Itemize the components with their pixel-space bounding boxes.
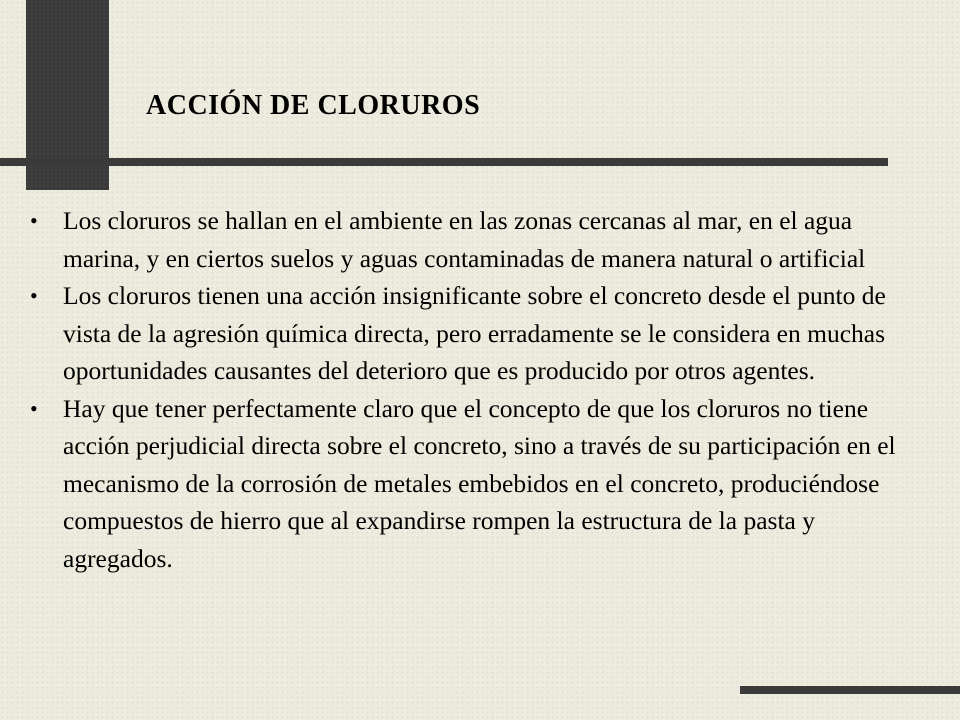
bullet-item	[30, 202, 925, 277]
decorative-corner-rule	[740, 686, 960, 694]
bullet-item	[30, 277, 925, 390]
slide-title: ACCIÓN DE CLORUROS	[146, 90, 481, 121]
bullet-item	[30, 390, 925, 578]
bullet-text: Los cloruros tienen una acción insignificante sobre el concreto desde el punto de vista de la agresión química directa, pero erradamente se le considera en muchas oportunidades causantes del deterioro que es producido por otros agentes.	[63, 281, 886, 385]
bullet-text: Los cloruros se hallan en el ambiente en las zonas cercanas al mar, en el agua marina, y en ciertos suelos y aguas contaminadas de manera natural o artificial	[63, 206, 866, 273]
bullet-dot-icon: •	[30, 283, 38, 308]
decorative-horizontal-rule	[0, 158, 888, 166]
bullet-dot-icon: •	[30, 395, 38, 421]
bullet-dot-icon: •	[30, 208, 38, 233]
bullet-list	[30, 202, 925, 577]
bullet-text: Hay que tener perfectamente claro que el concepto de que los cloruros no tiene acción perjudicial directa sobre el concreto, sino a través de su participación en el mecanismo de la corrosión de metales embebidos en el concreto, produciéndose compuestos de hierro que al expandirse rompen la estructura de la pasta y agregados.	[63, 393, 896, 573]
